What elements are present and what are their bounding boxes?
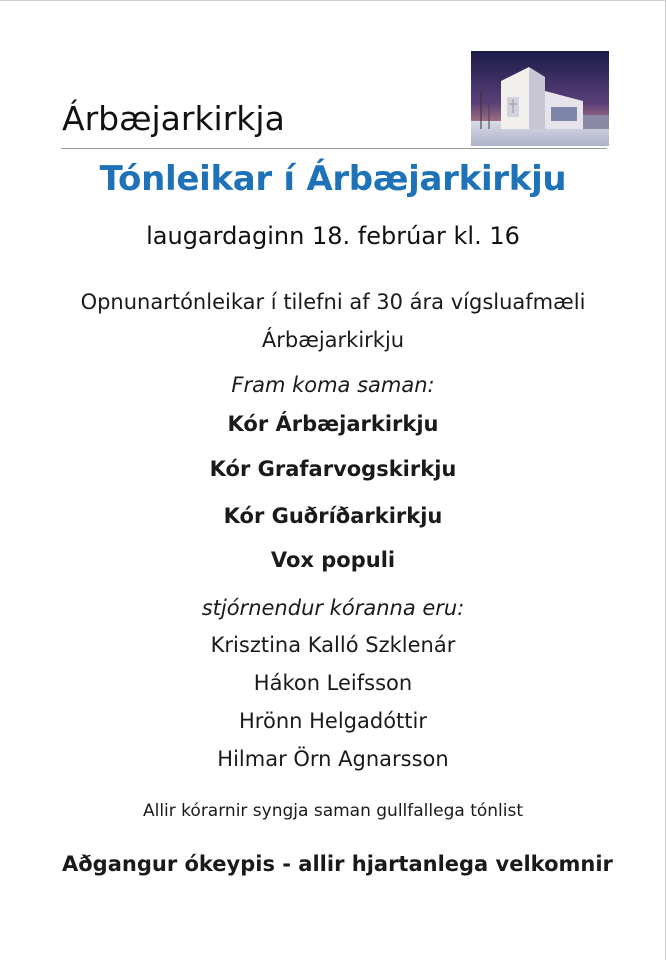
concert-title: Tónleikar í Árbæjarkirkju <box>99 159 567 199</box>
page-border-top <box>0 0 666 1</box>
choir-name: Vox populi <box>270 548 396 572</box>
header-divider <box>61 148 607 149</box>
conductor-name: Krisztina Kalló Szklenár <box>210 633 456 657</box>
admission-note: Aðgangur ókeypis - allir hjartanlega velkomnir <box>62 852 613 876</box>
closing-note: Allir kórarnir syngja saman gullfallega tónlist <box>142 801 524 821</box>
intro-text-line-2: Árbæjarkirkju <box>261 328 405 352</box>
concert-date: laugardaginn 18. febrúar kl. 16 <box>146 222 520 250</box>
conductor-name: Hrönn Helgadóttir <box>239 709 427 733</box>
conductor-name: Hákon Leifsson <box>253 671 413 695</box>
choir-name: Kór Grafarvogskirkju <box>209 457 457 481</box>
conductor-name: Hilmar Örn Agnarsson <box>217 747 449 771</box>
church-name: Árbæjarkirkja <box>62 99 285 138</box>
choir-name: Kór Árbæjarkirkju <box>227 412 439 436</box>
intro-text-line-1: Opnunartónleikar í tilefni af 30 ára vígsluafmæli <box>80 290 586 314</box>
performers-heading: Fram koma saman: <box>231 373 435 397</box>
conductors-heading: stjórnendur kóranna eru: <box>201 596 465 620</box>
church-photo <box>471 51 609 146</box>
choir-name: Kór Guðríðarkirkju <box>223 504 443 528</box>
